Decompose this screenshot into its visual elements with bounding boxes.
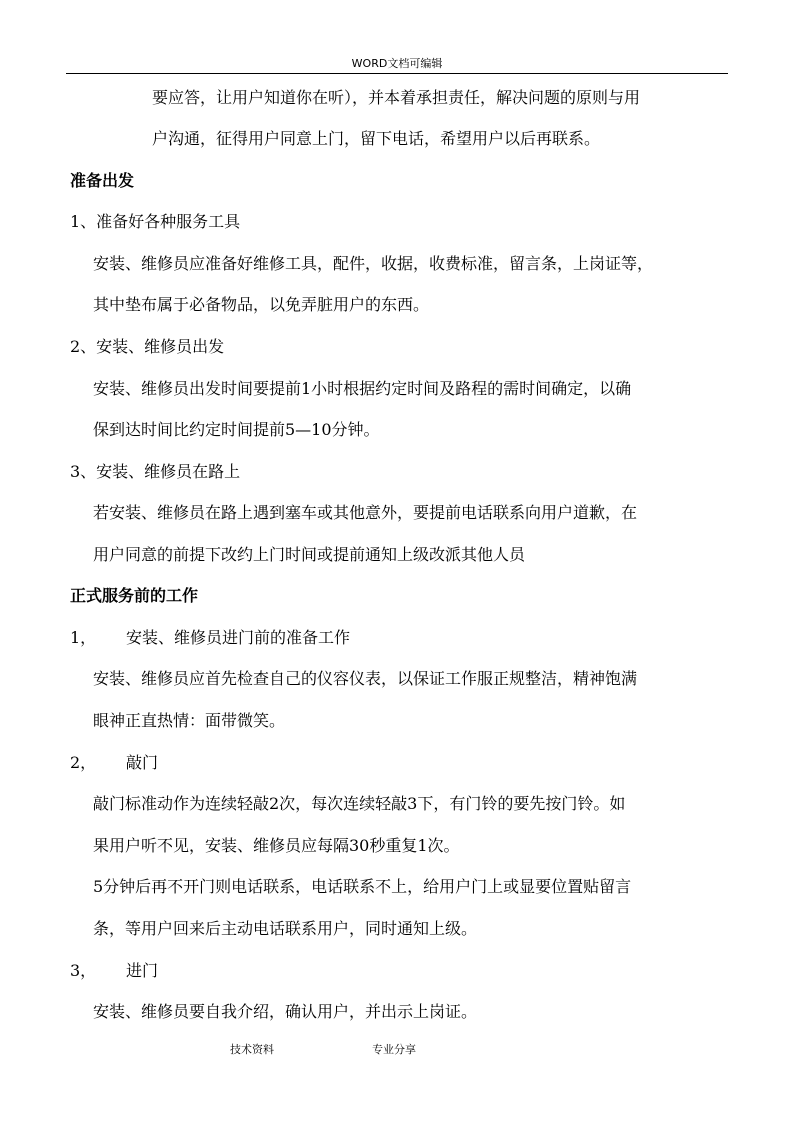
item-number-1: 1， <box>70 628 97 647</box>
item-text-4-1: 安装、维修员应首先检查自己的仪容仪表，以保证工作服正规整洁，精神饱满 <box>93 669 638 688</box>
item-text-6-1: 安装、维修员要自我介绍，确认用户，并出示上岗证。 <box>93 1002 478 1021</box>
item-text-1-1: 安装、维修员应准备好维修工具，配件，收据，收费标准，留言条，上岗证等， <box>93 254 654 273</box>
item-heading-6: 进门 <box>126 961 159 980</box>
footer-left: 技术资料 <box>230 1043 274 1056</box>
intro-line-1: 要应答，让用户知道你在听），并本着承担责任，解决问题的原则与用 <box>152 88 641 107</box>
item-text-2-2: 保到达时间比约定时间提前5—10分钟。 <box>93 420 380 439</box>
item-text-1-2: 其中垫布属于必备物品，以免弄脏用户的东西。 <box>93 295 430 314</box>
page-header: WORD文档可编辑 <box>351 57 443 70</box>
item-number-3: 3， <box>70 961 97 980</box>
item-text-5-4: 条，等用户回来后主动电话联系用户，同时通知上级。 <box>93 919 478 938</box>
item-text-5-3: 5分钟后再不开门则电话联系，电话联系不上，给用户门上或显要位置贴留言 <box>93 877 632 896</box>
header-rule <box>66 73 728 74</box>
intro-line-2: 户沟通，征得用户同意上门，留下电话，希望用户以后再联系。 <box>152 129 601 148</box>
item-text-3-2: 用户同意的前提下改约上门时间或提前通知上级改派其他人员 <box>93 545 526 564</box>
item-heading-2: 2、安装、维修员出发 <box>70 337 225 356</box>
item-heading-4: 安装、维修员进门前的准备工作 <box>126 628 351 647</box>
item-text-3-1: 若安装、维修员在路上遇到塞车或其他意外，要提前电话联系向用户道歉，在 <box>93 503 638 522</box>
footer-right: 专业分享 <box>372 1043 416 1056</box>
section-title-pre-service: 正式服务前的工作 <box>70 586 199 605</box>
item-heading-5: 敲门 <box>126 753 159 772</box>
item-text-2-1: 安装、维修员出发时间要提前1小时根据约定时间及路程的需时间确定，以确 <box>93 379 632 398</box>
item-heading-3: 3、安装、维修员在路上 <box>70 462 241 481</box>
item-text-5-1: 敲门标准动作为连续轻敲2次，每次连续轻敲3下，有门铃的要先按门铃。如 <box>93 794 626 813</box>
item-heading-1: 1、准备好各种服务工具 <box>70 212 241 231</box>
item-text-5-2: 果用户听不见，安装、维修员应每隔30秒重复1次。 <box>93 836 460 855</box>
item-number-2: 2， <box>70 753 97 772</box>
section-title-prepare: 准备出发 <box>70 171 135 190</box>
item-text-4-2: 眼神正直热情：面带微笑。 <box>93 711 286 730</box>
